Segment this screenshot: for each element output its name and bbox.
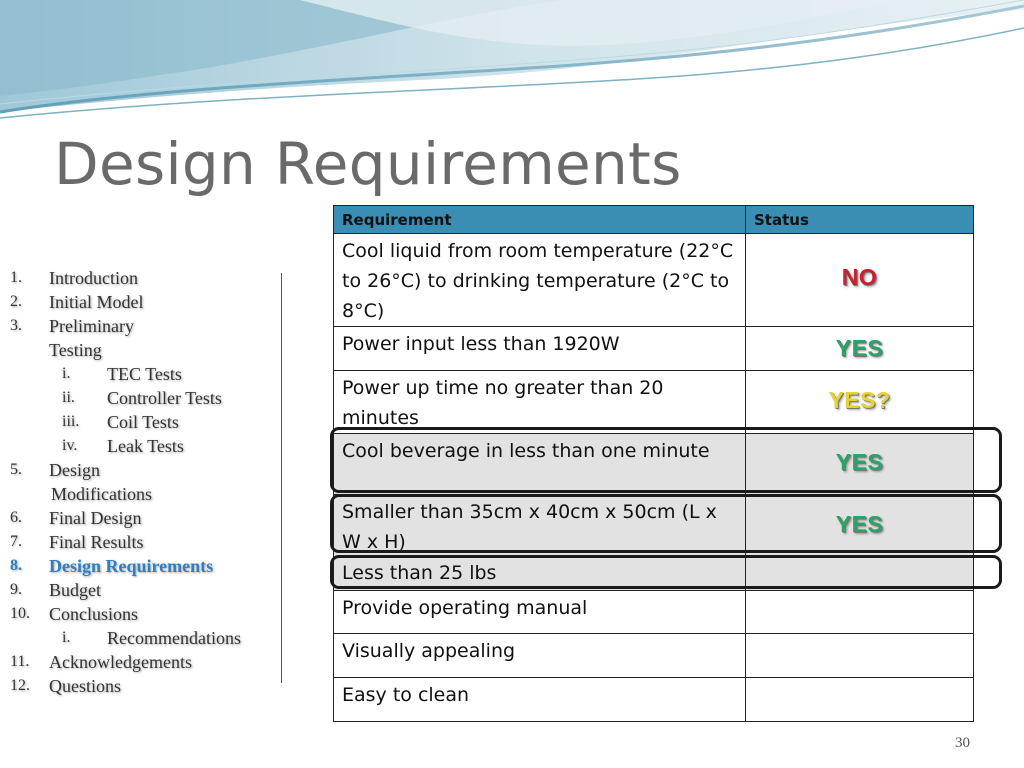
requirement-cell: Cool beverage in less than one minute — [334, 434, 746, 495]
requirement-cell: Easy to clean — [334, 678, 746, 722]
agenda-list — [8, 266, 280, 698]
agenda-item-initial-model[interactable] — [8, 290, 280, 314]
agenda-label: Final Results — [49, 532, 144, 552]
requirement-cell: Power up time no greater than 20 minutes — [334, 371, 746, 434]
agenda-item-acknowledgements[interactable] — [8, 650, 280, 674]
table-row — [334, 591, 974, 634]
agenda-divider — [281, 273, 282, 683]
status-badge-yes: YES — [835, 449, 884, 475]
status-badge-yes-question: YES? — [828, 387, 891, 413]
agenda-item-preliminary-testing-cont[interactable] — [8, 338, 280, 362]
agenda-label: Modifications — [51, 484, 152, 504]
agenda-number: 9. — [10, 581, 22, 598]
agenda-number: iv. — [62, 437, 78, 454]
agenda-label: Budget — [49, 580, 101, 600]
agenda-number: 10. — [10, 605, 30, 622]
status-cell — [746, 327, 974, 371]
requirement-cell: Cool liquid from room temperature (22°C to 26°C) to drinking temperature (2°C to 8°C) — [334, 234, 746, 327]
agenda-label: Recommendations — [107, 628, 241, 648]
requirement-column-header: Requirement — [334, 206, 746, 234]
agenda-item-questions[interactable] — [8, 674, 280, 698]
requirement-cell: Power input less than 1920W — [334, 327, 746, 371]
agenda-label: Introduction — [49, 268, 138, 288]
table-row-highlighted — [334, 558, 974, 591]
table-row — [334, 678, 974, 722]
agenda-number: 8. — [10, 557, 22, 574]
agenda-item-final-design[interactable] — [8, 506, 280, 530]
table-row-highlighted — [334, 495, 974, 558]
agenda-label: Coil Tests — [107, 412, 179, 432]
status-cell — [746, 591, 974, 634]
agenda-number: iii. — [62, 413, 80, 430]
agenda-number: 3. — [10, 317, 22, 334]
table-header-row — [334, 206, 974, 234]
requirement-cell: Visually appealing — [334, 634, 746, 678]
agenda-label: Preliminary — [49, 316, 134, 336]
agenda-label: Design — [49, 460, 100, 480]
agenda-label: Leak Tests — [107, 436, 184, 456]
agenda-number: 6. — [10, 509, 22, 526]
status-cell — [746, 558, 974, 591]
agenda-number: 12. — [10, 677, 30, 694]
page-number: 30 — [955, 735, 970, 751]
table-row-highlighted — [334, 434, 974, 495]
agenda-label: Acknowledgements — [49, 652, 192, 672]
agenda-item-design-modifications-cont[interactable] — [8, 482, 280, 506]
slide-title: Design Requirements — [54, 130, 682, 198]
agenda-item-budget[interactable] — [8, 578, 280, 602]
status-cell — [746, 634, 974, 678]
agenda-item-introduction[interactable] — [8, 266, 280, 290]
agenda-label: Controller Tests — [107, 388, 222, 408]
agenda-number: ii. — [62, 389, 75, 406]
header-wave-decoration — [0, 0, 1024, 125]
agenda-label: Questions — [49, 676, 121, 696]
agenda-item-final-results[interactable] — [8, 530, 280, 554]
table-row — [334, 327, 974, 371]
agenda-label: Testing — [49, 340, 102, 360]
status-cell — [746, 495, 974, 558]
agenda-subitem-leak-tests[interactable] — [8, 434, 280, 458]
agenda-item-preliminary-testing[interactable] — [8, 314, 280, 338]
table-row — [334, 234, 974, 327]
requirement-cell: Less than 25 lbs — [334, 558, 746, 591]
agenda-subitem-recommendations[interactable] — [8, 626, 280, 650]
agenda-label: Initial Model — [49, 292, 144, 312]
agenda-number: 5. — [10, 461, 22, 478]
agenda-number: 11. — [10, 653, 30, 670]
requirements-table — [333, 205, 974, 722]
agenda-subitem-tec-tests[interactable] — [8, 362, 280, 386]
agenda-item-design-requirements-active[interactable] — [8, 554, 280, 578]
agenda-label: TEC Tests — [107, 364, 182, 384]
status-cell — [746, 434, 974, 495]
agenda-subitem-controller-tests[interactable] — [8, 386, 280, 410]
status-cell — [746, 678, 974, 722]
requirement-cell: Provide operating manual — [334, 591, 746, 634]
status-badge-yes: YES — [835, 335, 884, 361]
table-row — [334, 634, 974, 678]
table-row — [334, 371, 974, 434]
status-badge-yes: YES — [835, 511, 884, 537]
requirement-cell: Smaller than 35cm x 40cm x 50cm (L x W x H) — [334, 495, 746, 558]
status-cell — [746, 234, 974, 327]
agenda-number: 1. — [10, 269, 22, 286]
status-cell — [746, 371, 974, 434]
agenda-subitem-coil-tests[interactable] — [8, 410, 280, 434]
agenda-item-design-modifications[interactable] — [8, 458, 280, 482]
agenda-label: Design Requirements — [49, 556, 214, 576]
agenda-number: i. — [62, 365, 71, 382]
agenda-label: Final Design — [49, 508, 142, 528]
agenda-number: 7. — [10, 533, 22, 550]
agenda-label: Conclusions — [49, 604, 139, 624]
agenda-number: 2. — [10, 293, 22, 310]
status-column-header: Status — [746, 206, 974, 234]
agenda-number: i. — [62, 629, 71, 646]
agenda-item-conclusions[interactable] — [8, 602, 280, 626]
status-badge-no: NO — [841, 264, 878, 290]
